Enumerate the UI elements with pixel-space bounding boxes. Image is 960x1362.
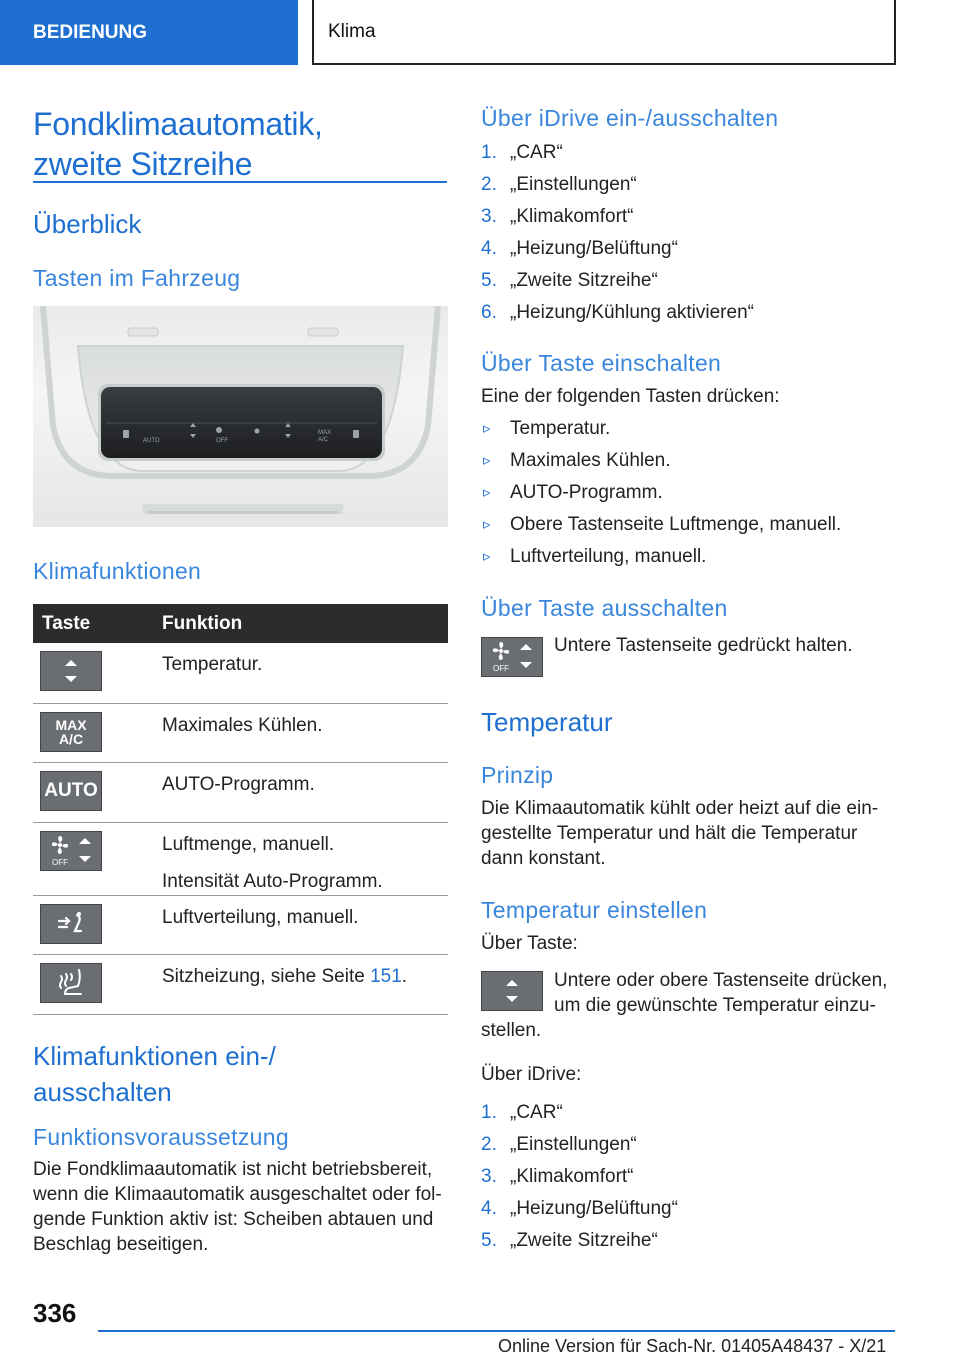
svg-text:OFF: OFF bbox=[493, 664, 509, 673]
buttons-heading: Tasten im Fahrzeug bbox=[33, 265, 241, 291]
button-off-text: Untere Tastenseite gedrückt halten. bbox=[554, 635, 853, 656]
function-text: Temperatur. bbox=[162, 654, 263, 675]
function-text: Luftmenge, manuell. Intensität Auto-Programm. bbox=[162, 833, 383, 892]
list-item: ▹ Obere Tastenseite Luftmenge, manuell. bbox=[483, 514, 842, 535]
list-item: 6. „Heizung/Kühlung aktivieren“ bbox=[481, 302, 754, 323]
control-panel-photo bbox=[33, 306, 448, 527]
function-text: Sitzheizung, siehe Seite 151. bbox=[162, 965, 408, 987]
function-text: AUTO-Programm. bbox=[162, 773, 315, 795]
table-row bbox=[33, 703, 448, 762]
control-panel-illustration bbox=[33, 306, 448, 527]
overview-heading: Überblick bbox=[33, 209, 142, 239]
functions-table bbox=[33, 604, 448, 1015]
temperature-arrows-icon bbox=[40, 651, 102, 691]
functions-heading: Klimafunktionen bbox=[33, 558, 202, 584]
precondition-text: Die Fondklimaautomatik ist nicht betriebsbereit, wenn die Klimaautomatik ausgeschaltet oder fol- gende Funktion aktiv ist: Scheiben abtauen und Beschlag beseitigen. bbox=[33, 1159, 442, 1255]
auto-icon: AUTO bbox=[40, 771, 102, 811]
svg-text:AUTO: AUTO bbox=[143, 438, 160, 444]
idrive-steps-2 bbox=[481, 1100, 901, 1260]
chapter-tab: Klima bbox=[312, 0, 896, 65]
list-item: 4. „Heizung/Belüftung“ bbox=[481, 1198, 678, 1219]
set-temp-text-2: um die gewünschte Temperatur einzu- bbox=[554, 995, 876, 1016]
svg-text:OFF: OFF bbox=[216, 438, 228, 444]
list-item: 4. „Heizung/Belüftung“ bbox=[481, 238, 678, 259]
list-item: 3. „Klimakomfort“ bbox=[481, 206, 634, 227]
list-item: 3. „Klimakomfort“ bbox=[481, 1166, 634, 1187]
list-item: ▹ AUTO-Programm. bbox=[483, 482, 663, 503]
list-item: 1. „CAR“ bbox=[481, 142, 563, 163]
table-row bbox=[33, 822, 448, 895]
title-rule bbox=[33, 181, 447, 183]
idrive-steps bbox=[481, 140, 901, 332]
table-row bbox=[33, 954, 448, 1014]
list-item: 2. „Einstellungen“ bbox=[481, 1134, 637, 1155]
table-row bbox=[33, 895, 448, 954]
list-item: 5. „Zweite Sitzreihe“ bbox=[481, 1230, 658, 1251]
table-row bbox=[33, 643, 448, 703]
list-item: 1. „CAR“ bbox=[481, 1102, 563, 1123]
principle-text: Die Klimaautomatik kühlt oder heizt auf die ein- gestellte Temperatur und hält die Temperatur dann konstant. bbox=[481, 798, 879, 869]
svg-text:OFF: OFF bbox=[52, 857, 68, 867]
page-number: 336 bbox=[33, 1298, 77, 1328]
air-distribution-icon bbox=[40, 904, 102, 944]
button-on-heading: Über Taste einschalten bbox=[481, 350, 722, 376]
onoff-heading: Klimafunktionen ein-/ ausschalten bbox=[33, 1041, 276, 1107]
table-header-row bbox=[33, 604, 448, 643]
table-row bbox=[33, 762, 448, 822]
set-temp-heading: Temperatur einstellen bbox=[481, 897, 708, 923]
function-text: Luftverteilung, manuell. bbox=[162, 906, 359, 928]
via-idrive-label: Über iDrive: bbox=[481, 1064, 582, 1085]
page-title: Fondklimaautomatik, zweite Sitzreihe bbox=[33, 106, 323, 182]
list-item: ▹ Maximales Kühlen. bbox=[483, 450, 671, 471]
button-on-list bbox=[481, 416, 901, 576]
set-temp-text-3: stellen. bbox=[481, 1020, 542, 1041]
section-tab: BEDIENUNG bbox=[0, 0, 298, 65]
fan-off-icon bbox=[481, 637, 543, 677]
temperature-arrows-icon bbox=[481, 971, 543, 1011]
button-off-heading: Über Taste ausschalten bbox=[481, 595, 728, 621]
function-text: Maximales Kühlen. bbox=[162, 714, 323, 736]
table-header-key: Taste bbox=[42, 612, 91, 634]
list-item: ▹ Luftverteilung, manuell. bbox=[483, 546, 707, 567]
max-ac-icon: MAX A/C bbox=[40, 712, 102, 752]
temperature-heading: Temperatur bbox=[481, 707, 613, 737]
principle-heading: Prinzip bbox=[481, 762, 554, 788]
list-item: 2. „Einstellungen“ bbox=[481, 174, 637, 195]
table-header-function: Funktion bbox=[162, 612, 243, 634]
idrive-heading: Über iDrive ein-/ausschalten bbox=[481, 105, 779, 131]
seat-heating-icon bbox=[40, 963, 102, 1003]
set-temp-text-1: Untere oder obere Tastenseite drücken, bbox=[554, 970, 888, 991]
list-item: ▹ Temperatur. bbox=[483, 418, 611, 439]
precondition-heading: Funktionsvoraussetzung bbox=[33, 1124, 289, 1150]
list-item: 5. „Zweite Sitzreihe“ bbox=[481, 270, 658, 291]
button-on-intro: Eine der folgenden Tasten drücken: bbox=[481, 386, 780, 407]
via-button-label: Über Taste: bbox=[481, 933, 578, 954]
online-version: Online Version für Sach-Nr. 01405A48437 - X/21 bbox=[498, 1336, 887, 1356]
fan-off-icon bbox=[40, 831, 102, 871]
footer-rule bbox=[98, 1330, 895, 1332]
svg-text:MAX: MAX bbox=[318, 430, 332, 436]
svg-text:A/C: A/C bbox=[318, 437, 329, 443]
page-link-151[interactable]: 151 bbox=[370, 965, 402, 987]
